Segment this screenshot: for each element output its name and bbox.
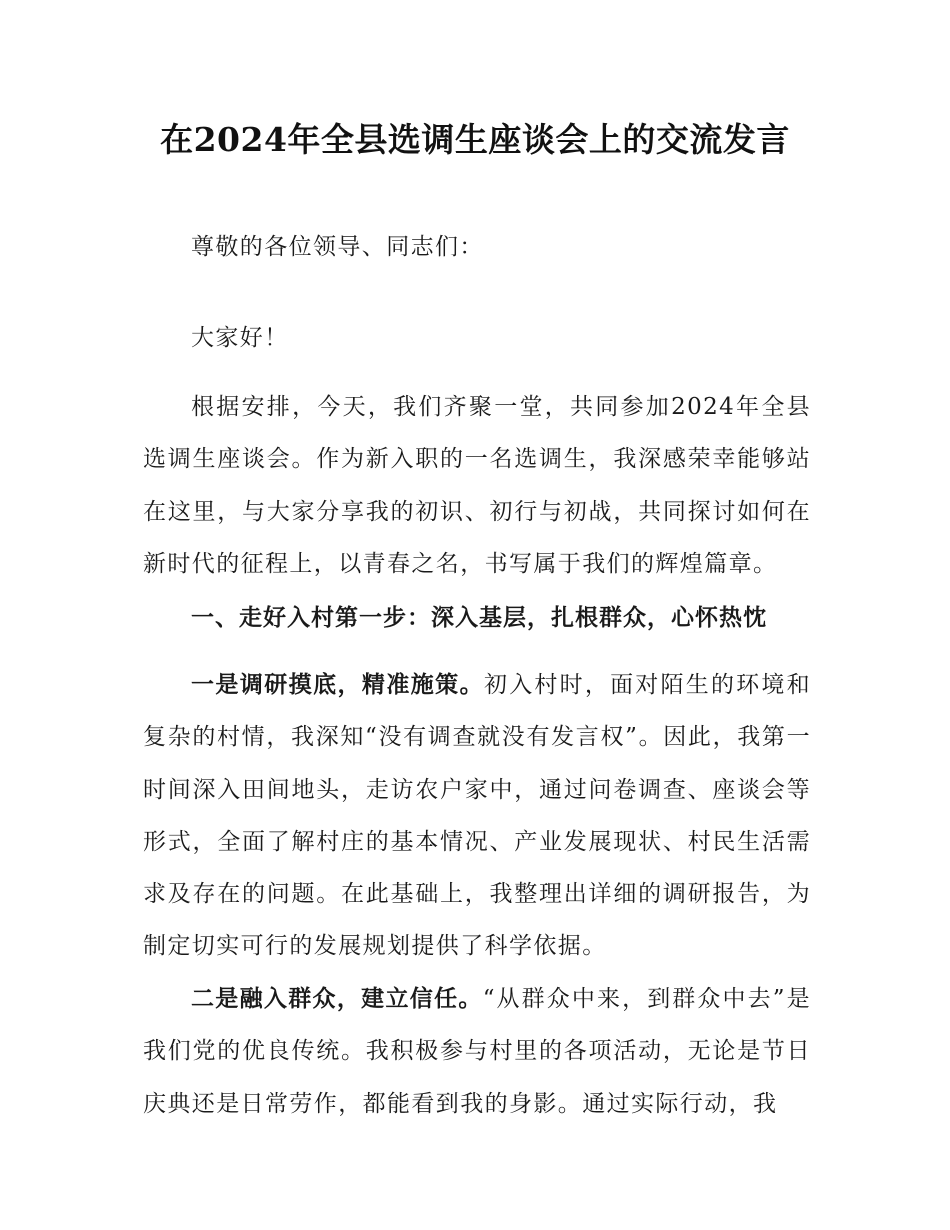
section-heading-1: 一、走好入村第一步：深入基层，扎根群众，心怀热忱 <box>191 605 767 631</box>
greeting: 大家好！ <box>191 325 289 351</box>
document-title: 在2024年全县选调生座谈会上的交流发言 <box>160 120 790 159</box>
salutation: 尊敬的各位领导、同志们： <box>191 234 484 260</box>
point-1-lead: 一是调研摸底，精准施策。 <box>191 672 484 698</box>
point-2-lead: 二是融入群众，建立信任。 <box>191 986 483 1012</box>
point-1-paragraph <box>143 659 811 973</box>
point-2-paragraph <box>143 973 811 1130</box>
point-2-text: “从群众中来，到群众中去”是我们党的优良传统。我积极参与村里的各项活动，无论是节日庆典还是日常劳作，都能看到我的身影。通过实际行动，我 <box>143 986 811 1117</box>
point-1-text: 初入村时，面对陌生的环境和复杂的村情，我深知“没有调查就没有发言权”。因此，我第一时间深入田间地头，走访农户家中，通过问卷调查、座谈会等形式，全面了解村庄的基本情况、产业发展现状、村民生活需求及存在的问题。在此基础上，我整理出详细的调研报告，为制定切实可行的发展规划提供了科学依据。 <box>143 672 811 960</box>
intro-paragraph: 根据安排，今天，我们齐聚一堂，共同参加2024年全县选调生座谈会。作为新入职的一名选调生，我深感荣幸能够站在这里，与大家分享我的初识、初行与初战，共同探讨如何在新时代的征程上，以青春之名，书写属于我们的辉煌篇章。 <box>143 394 811 577</box>
